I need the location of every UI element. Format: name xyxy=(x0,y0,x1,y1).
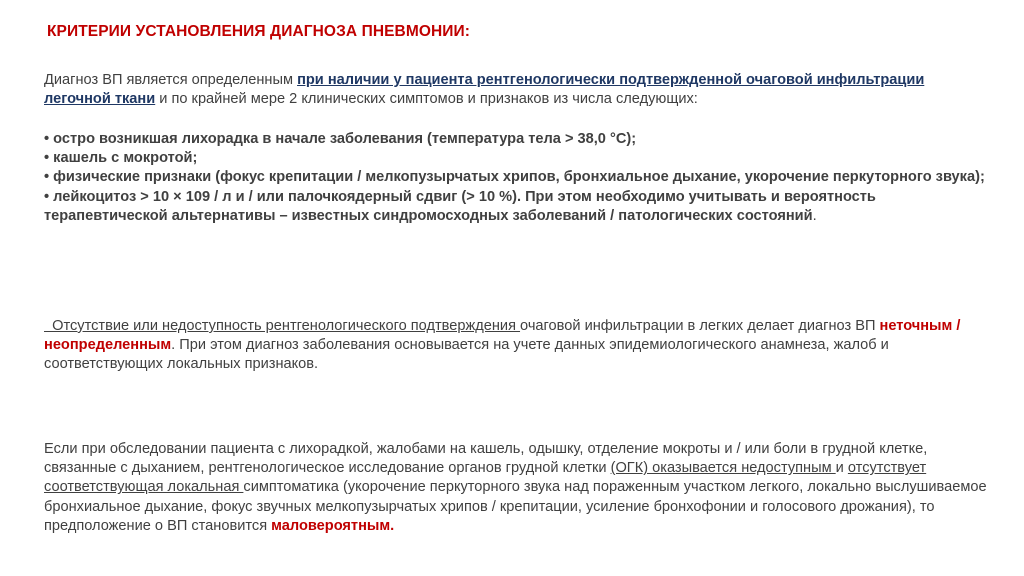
slide-title: КРИТЕРИИ УСТАНОВЛЕНИЯ ДИАГНОЗА ПНЕВМОНИИ: xyxy=(47,23,471,40)
if-exam-underlined-1: (ОГК) оказывается недоступным xyxy=(610,460,836,477)
intro-paragraph xyxy=(44,71,989,109)
if-exam-underlined-2: отсутствует соответствующая локальная xyxy=(44,460,927,496)
intro-text-end: и по крайней мере 2 клинических симптомов и признаков из числа следующих: xyxy=(155,91,698,108)
if-exam-text-2: симптоматика (укорочение перкуторного звука над пораженным участком легкого, локально выслушиваемое бронхиальное дыхание, фокус звучных мелкопузырчатых хрипов / крепитации, усиление бронхофонии и голосового дрожания), то предположение о ВП становится xyxy=(44,479,987,534)
if-exam-and: и xyxy=(835,460,848,477)
criteria-period: . xyxy=(812,207,817,224)
criteria-list xyxy=(44,130,989,226)
criteria-item-text: • лейкоцитоз > 10 × 109 / л и / или палочкоядерный сдвиг (> 10 %). При этом необходимо учитывать и вероятность терапевтической альтернативы – известных синдромосходных заболеваний / патологических состояний xyxy=(44,188,876,224)
criteria-item: • остро возникшая лихорадка в начале заболевания (температура тела > 38,0 °С); xyxy=(44,131,637,147)
if-exam-paragraph xyxy=(44,440,989,536)
absence-text: очаговой инфильтрации в легких делает диагноз ВП xyxy=(520,318,880,334)
absence-paragraph xyxy=(44,317,989,375)
criteria-item: • физические признаки (фокус крепитации / мелкопузырчатых хрипов, бронхиальное дыхание, укорочение перкуторного звука); xyxy=(44,169,985,186)
criteria-item: • кашель с мокротой; xyxy=(44,150,198,167)
if-exam-text: Если при обследовании пациента с лихорадкой, жалобами на кашель, одышку, отделение мокроты и / или боли в грудной клетке, связанные с дыханием, рентгенологическое исследование органов грудной клетки xyxy=(44,441,928,477)
if-exam-red-text: маловероятным. xyxy=(271,517,395,534)
intro-highlight: при наличии у пациента рентгенологически подтвержденной очаговой инфильтрации легочной ткани xyxy=(44,72,925,108)
absence-text-end: . При этом диагноз заболевания основывается на учете данных эпидемиологического анамнеза, жалоб и соответствующих локальных признаков. xyxy=(44,337,889,373)
absence-red-text: неточным / неопределенным xyxy=(44,318,961,354)
absence-underlined: Отсутствие или недоступность рентгенологического подтверждения xyxy=(44,318,521,334)
criteria-item-last xyxy=(44,188,989,226)
intro-text: Диагноз ВП является определенным xyxy=(44,72,298,88)
